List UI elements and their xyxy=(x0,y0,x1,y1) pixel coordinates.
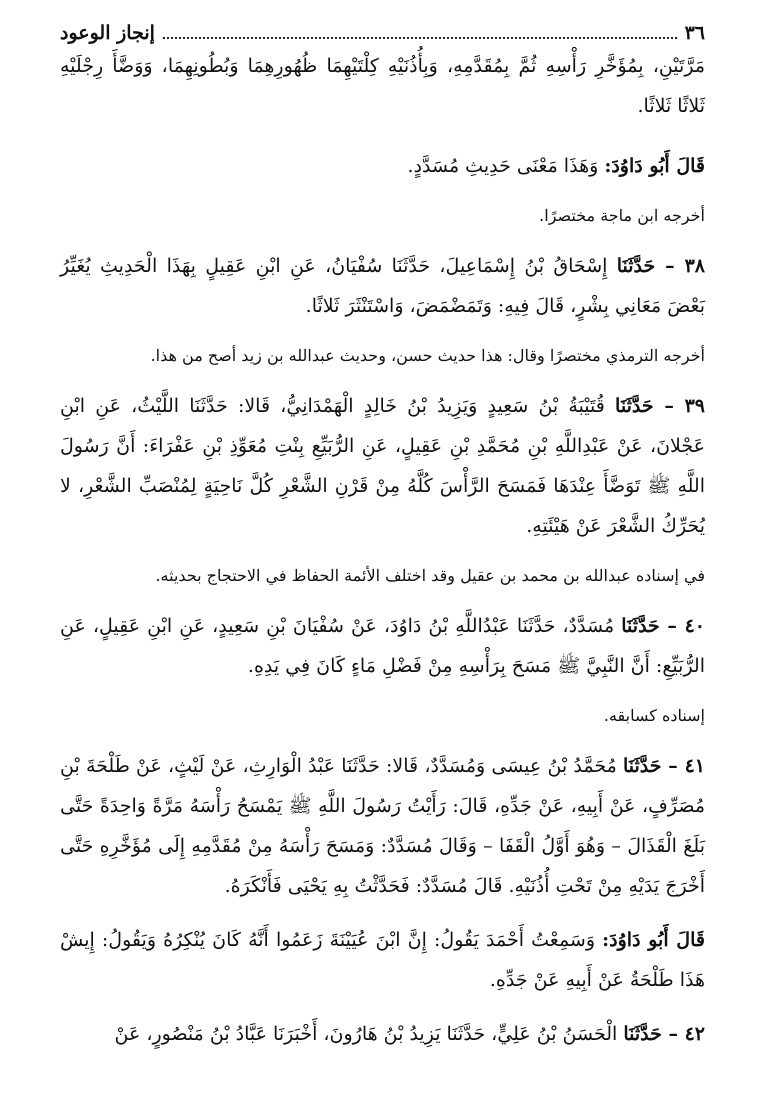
hadith-40: ٤٠ – حَدَّثَنَا مُسَدَّدٌ، حَدَّثَنَا عَبْدُاللَّهِ بْنُ دَاوُدَ، عَنْ سُفْيَانَ بْنِ سَعِيدٍ، عَنِ ابْنِ عَقِيلٍ، عَنِ الرُّبَيِّعِ: أَنَّ النَّبِيَّ ﷺ مَسَحَ بِرَأْسِهِ مِنْ فَضْلِ مَاءٍ كَانَ فِي يَدِهِ. xyxy=(60,615,705,677)
hadith-39: ٣٩ – حَدَّثَنَا قُتَيْبَةُ بْنُ سَعِيدٍ وَيَزِيدُ بْنُ خَالِدٍ الْهَمْدَانِيُّ، قَالا: حَدَّثَنَا اللَّيْثُ، عَنِ ابْنِ عَجْلانَ، عَنْ عَبْدِاللَّهِ بْنِ مُحَمَّدِ بْنِ عَقِيلٍ، عَنِ الرُّبَيِّعِ بِنْتِ مُعَوِّذِ بْنِ عَفْرَاءَ: أَنَّ رَسُولَ اللَّهِ ﷺ تَوَضَّأَ عِنْدَهَا فَمَسَحَ الرَّأْسَ كُلَّهُ مِنْ قَرْنِ الشَّعْرِ كُلَّ نَاحِيَةٍ لِمُنْصَبِّ الشَّعْرِ، لا يُحَرِّكُ الشَّعْرَ عَنْ هَيْئَتِهِ. xyxy=(60,395,705,537)
hadith-number-lead: ٤١ – حَدَّثَنَا xyxy=(623,755,705,777)
paragraph-continuation: مَرَّتَيْنِ، بِمُؤَخَّرِ رَأْسِهِ ثُمَّ بِمُقَدَّمِهِ، وَبِأُذُنَيْهِ كِلْتَيْهِمَا ظُهُورِهِمَا وَبُطُونِهِمَا، وَوَضَّأَ رِجْلَيْهِ ثَلاثًا ثَلاثًا. xyxy=(60,55,705,117)
hadith-38: ٣٨ – حَدَّثَنَا إِسْحَاقُ بْنُ إِسْمَاعِيلَ، حَدَّثَنَا سُفْيَانُ، عَنِ ابْنِ عَقِيلٍ بِهَذَا الْحَدِيثِ يُغَيِّرُ بَعْضَ مَعَانِي بِشْرٍ، قَالَ فِيهِ: وَتَمَضْمَضَ، وَاسْتَنْثَرَ ثَلاثًا. xyxy=(60,255,705,317)
takhrij-note: في إسناده عبدالله بن محمد بن عقيل وقد اختلف الأئمة الحفاظ في الاحتجاج بحديثه. xyxy=(155,566,705,585)
page-number: ٣٦ xyxy=(684,22,705,44)
takhrij-note: أخرجه ابن ماجة مختصرًا. xyxy=(539,206,705,225)
book-title: إنجاز الوعود xyxy=(60,22,155,44)
document-page xyxy=(60,22,705,1054)
header-dotted-leader xyxy=(163,37,677,39)
page-header xyxy=(60,22,705,46)
hadith-number-lead: ٤٢ – حَدَّثَنَا xyxy=(623,1023,705,1045)
hadith-number-lead: ٤٠ – حَدَّثَنَا xyxy=(621,615,705,637)
paragraph-lead: قَالَ أَبُو دَاوُدَ: xyxy=(604,155,705,177)
hadith-number-lead: ٣٩ – حَدَّثَنَا xyxy=(615,395,705,417)
hadith-number-lead: ٣٨ – حَدَّثَنَا xyxy=(616,255,705,277)
hadith-42: ٤٢ – حَدَّثَنَا الْحَسَنُ بْنُ عَلِيٍّ، حَدَّثَنَا يَزِيدُ بْنُ هَارُونَ، أَخْبَرَنَا عَبَّادُ بْنُ مَنْصُورٍ، عَنْ xyxy=(114,1023,705,1045)
paragraph-abu-dawud-comment: قَالَ أَبُو دَاوُدَ: وَسَمِعْتُ أَحْمَدَ يَقُولُ: إِنَّ ابْنَ عُيَيْنَةَ زَعَمُوا أَنَّهُ كَانَ يُنْكِرُهُ وَيَقُولُ: إِيشْ هَذَا طَلْحَةُ عَنْ أَبِيهِ عَنْ جَدِّهِ. xyxy=(60,929,705,991)
takhrij-note: إسناده كسابقه. xyxy=(603,706,705,725)
hadith-41: ٤١ – حَدَّثَنَا مُحَمَّدُ بْنُ عِيسَى وَمُسَدَّدٌ، قَالا: حَدَّثَنَا عَبْدُ الْوَارِثِ، عَنْ لَيْثٍ، عَنْ طَلْحَةَ بْنِ مُصَرِّفٍ، عَنْ أَبِيهِ، عَنْ جَدِّهِ، قَالَ: رَأَيْتُ رَسُولَ اللَّهِ ﷺ يَمْسَحُ رَأْسَهُ مَرَّةً وَاحِدَةً حَتَّى بَلَغَ الْقَذَالَ – وَهُوَ أَوَّلُ الْقَفَا – وَقَالَ مُسَدَّدٌ: وَمَسَحَ رَأْسَهُ مِنْ مُقَدَّمِهِ إِلَى مُؤَخَّرِهِ حَتَّى أَخْرَجَ يَدَيْهِ مِنْ تَحْتِ أُذُنَيْهِ. قَالَ مُسَدَّدٌ: فَحَدَّثْتُ بِهِ يَحْيَى فَأَنْكَرَهُ. xyxy=(60,755,705,897)
paragraph-lead: قَالَ أَبُو دَاوُدَ: xyxy=(602,929,705,951)
paragraph-abu-dawud-comment: قَالَ أَبُو دَاوُدَ: وَهَذَا مَعْنَى حَدِيثِ مُسَدَّدٍ. xyxy=(407,155,705,177)
takhrij-note: أخرجه الترمذي مختصرًا وقال: هذا حديث حسن، وحديث عبدالله بن زيد أصح من هذا. xyxy=(150,346,705,365)
